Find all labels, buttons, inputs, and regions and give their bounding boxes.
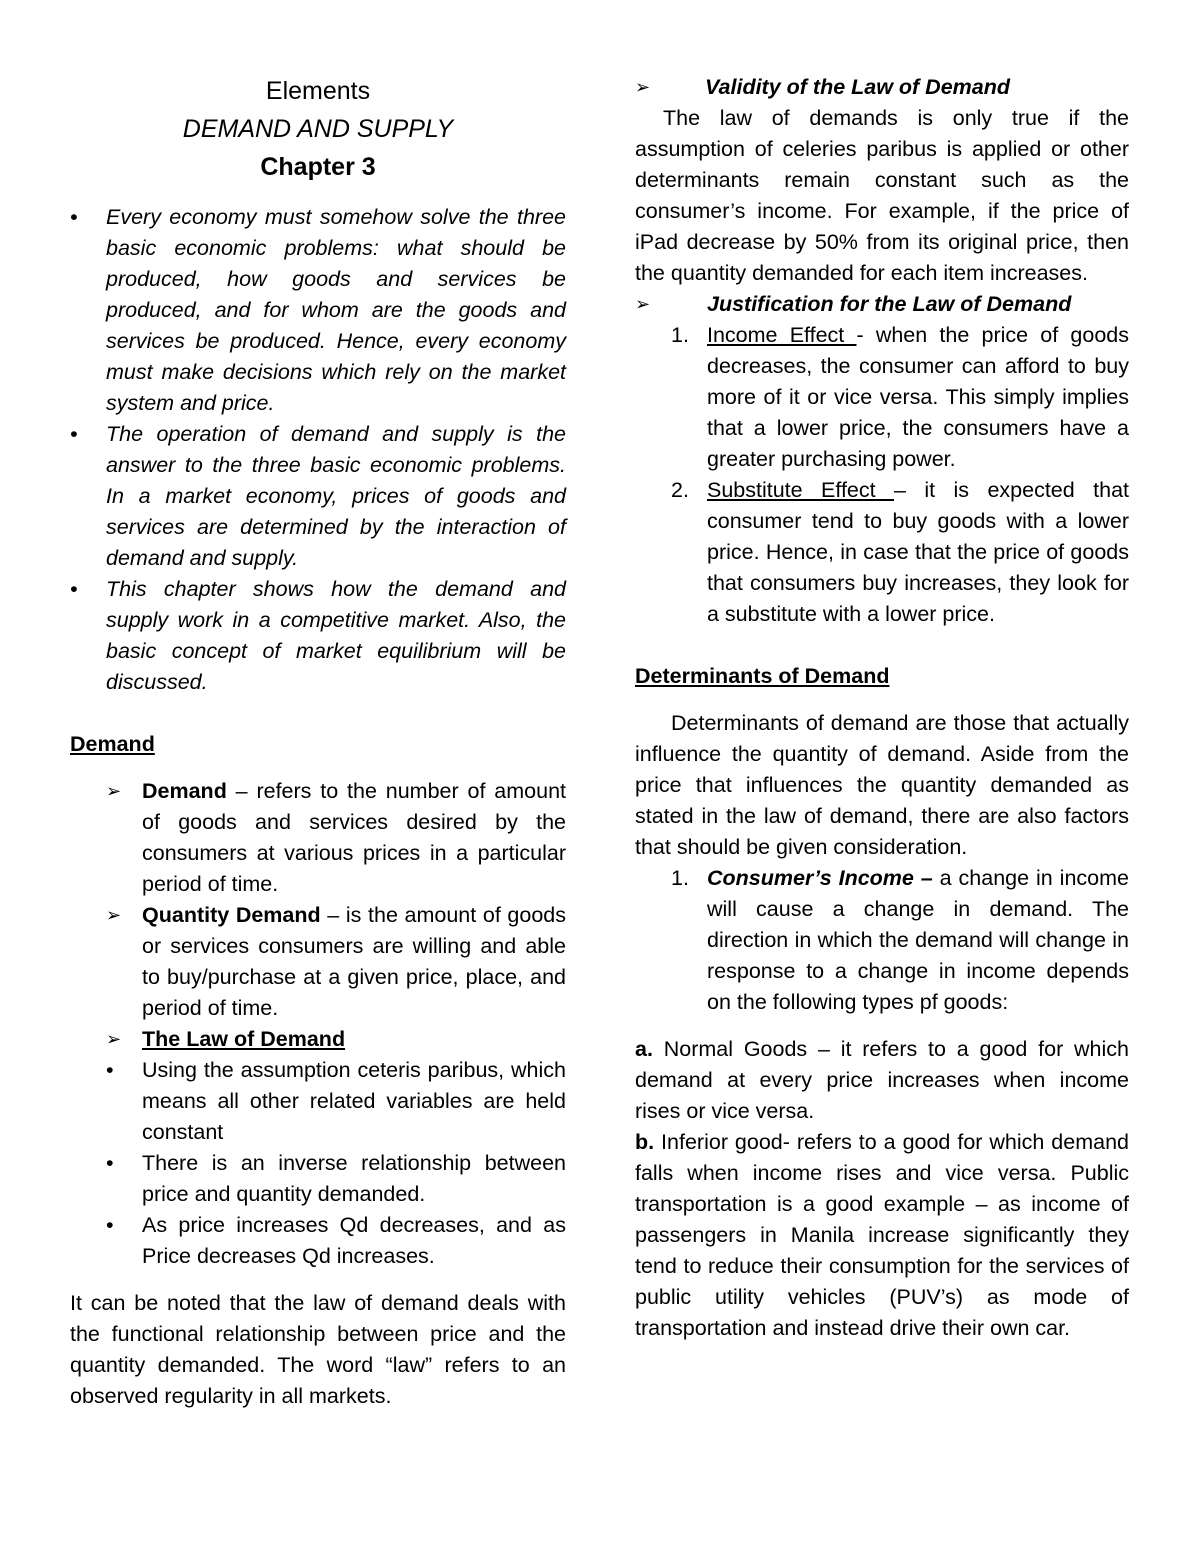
validity-heading: ➢ Validity of the Law of Demand bbox=[635, 72, 1129, 103]
bullet-icon: • bbox=[70, 577, 78, 601]
arrow-bullet-icon: ➢ bbox=[106, 905, 122, 925]
arrow-bullet-icon: ➢ bbox=[106, 1029, 122, 1049]
bullet-icon: • bbox=[106, 1058, 114, 1082]
bullet-icon: • bbox=[70, 205, 78, 229]
intro-bullet-2: • The operation of demand and supply is the answer to the three basic economic problems. In a market economy, prices of goods and services are determined by the interaction of demand and supply. bbox=[70, 419, 566, 574]
determinants-heading: Determinants of Demand bbox=[635, 664, 890, 688]
bullet-icon: • bbox=[106, 1151, 114, 1175]
arrow-bullet-icon: ➢ bbox=[635, 77, 651, 97]
normal-goods-paragraph: a. Normal Goods – it refers to a good for which demand at every price increases when income rises or vice versa. bbox=[635, 1037, 1129, 1123]
intro-bullet-1: • Every economy must somehow solve the three basic economic problems: what should be produced, how goods and services be produced, and for whom are the goods and services be produced. Hence, every economy must make decisions which rely on the market system and price. bbox=[70, 202, 566, 419]
law-bullet-1: • Using the assumption ceteris paribus, which means all other related variables are held constant bbox=[70, 1055, 566, 1148]
demand-definition: ➢ Demand – refers to the number of amount of goods and services desired by the consumers at various prices in a particular period of time. bbox=[70, 776, 566, 900]
validity-paragraph: The law of demands is only true if the assumption of celeries paribus is applied or other determinants remain constant such as the consumer’s income. For example, if the price of iPad decrease by 50% from its original price, then the quantity demanded for each item increases. bbox=[635, 106, 1129, 285]
closing-paragraph: It can be noted that the law of demand deals with the functional relationship between price and the quantity demanded. The word “law” refers to an observed regularity in all markets. bbox=[70, 1291, 566, 1408]
title-elements: Elements bbox=[265, 77, 371, 105]
left-column bbox=[70, 72, 566, 1412]
document-title bbox=[70, 72, 566, 186]
quantity-demand-definition: ➢ Quantity Demand – is the amount of goods or services consumers are willing and able to buy/purchase at a given price, place, and period of time. bbox=[70, 900, 566, 1024]
law-bullet-3: • As price increases Qd decreases, and as Price decreases Qd increases. bbox=[70, 1210, 566, 1272]
determinants-paragraph: Determinants of demand are those that actually influence the quantity of demand. Aside from the price that influences the quantity demanded as stated in the law of demand, there are also factors that should be given consideration. bbox=[635, 711, 1129, 859]
bullet-icon: • bbox=[70, 422, 78, 446]
arrow-bullet-icon: ➢ bbox=[106, 781, 122, 801]
substitute-effect-item: 2. Substitute Effect – it is expected that consumer tend to buy goods with a lower price. Hence, in case that the price of goods that consumers buy increases, they look for a substitute with a lower price. bbox=[671, 478, 1129, 626]
justification-heading: ➢ Justification for the Law of Demand bbox=[635, 289, 1129, 320]
title-demand-and-supply: DEMAND AND SUPPLY bbox=[182, 115, 454, 143]
intro-bullet-3: • This chapter shows how the demand and supply work in a competitive market. Also, the basic concept of market equilibrium will be discussed. bbox=[70, 574, 566, 698]
title-chapter: Chapter 3 bbox=[260, 153, 376, 181]
consumer-income-item: 1. Consumer’s Income – a change in income will cause a change in demand. The direction in which the demand will change in response to a change in income depends on the following types pf goods: bbox=[671, 866, 1129, 1014]
law-bullet-2: • There is an inverse relationship between price and quantity demanded. bbox=[70, 1148, 566, 1210]
income-effect-item: 1. Income Effect - when the price of goods decreases, the consumer can afford to buy more of it or vice versa. This simply implies that a lower price, the consumers have a greater purchasing power. bbox=[671, 323, 1129, 471]
bullet-icon: • bbox=[106, 1213, 114, 1237]
arrow-bullet-icon: ➢ bbox=[635, 294, 651, 314]
inferior-good-paragraph: b. Inferior good- refers to a good for which demand falls when income rises and vice versa. Public transportation is a good example – as income of passengers in Manila increase significantly they tend to reduce their consumption for the services of public utility vehicles (PUV’s) as mode of transportation and instead drive their own car. bbox=[635, 1130, 1129, 1340]
demand-heading: Demand bbox=[70, 732, 155, 756]
law-of-demand-heading: ➢ The Law of Demand bbox=[70, 1024, 566, 1055]
right-column bbox=[635, 72, 1129, 1344]
